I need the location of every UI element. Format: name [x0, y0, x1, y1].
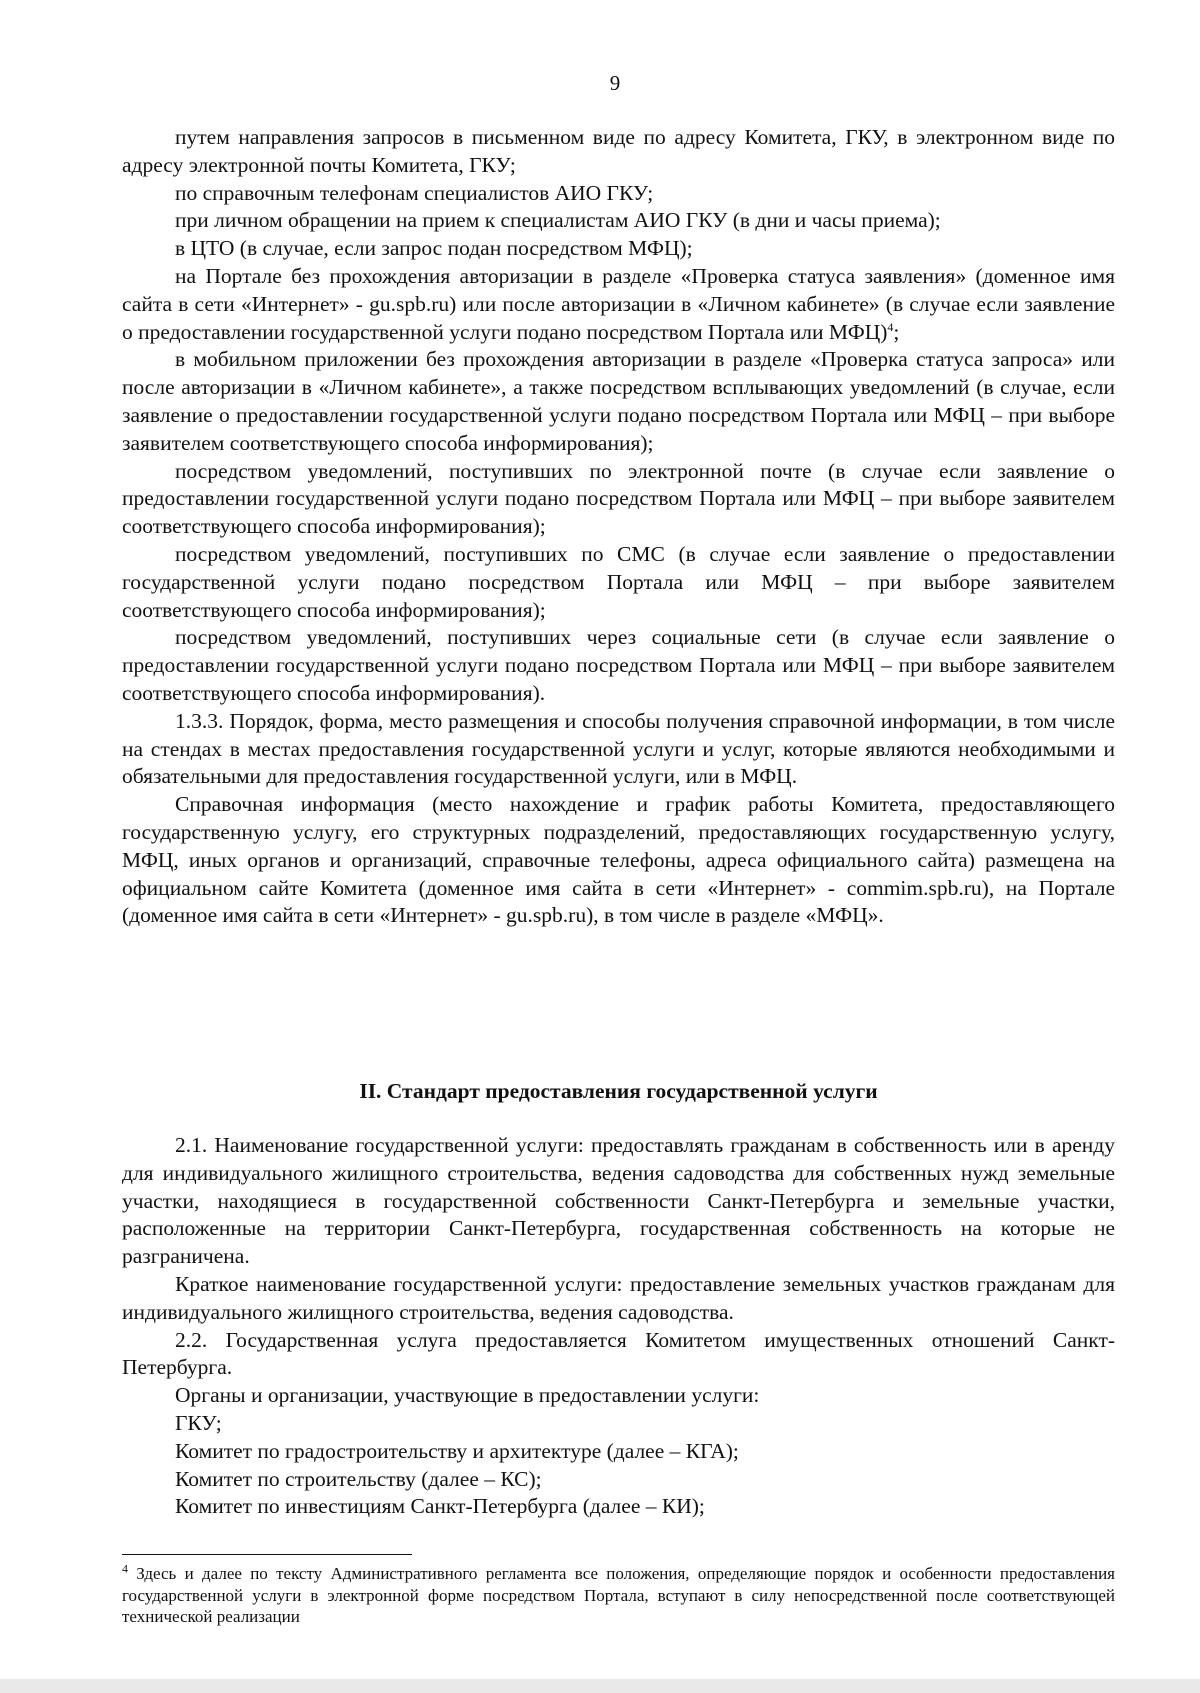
paragraph: в ЦТО (в случае, если запрос подан посредством МФЦ);: [175, 236, 693, 261]
paragraph: посредством уведомлений, поступивших через социальные сети (в случае если заявление о предоставлении государственной услуги подано посредством Портала или МФЦ – при выборе заявителем соответствующего способа информирования).: [122, 625, 1115, 705]
paragraph: по справочным телефонам специалистов АИО ГКУ;: [175, 180, 654, 205]
paragraph: ГКУ;: [175, 1410, 222, 1435]
paragraph: 2.1. Наименование государственной услуги: предоставлять гражданам в собственность или в аренду для индивидуального жилищного строительства, ведения садоводства для собственных нужд земельные участки, находящиеся в государственной собственности Санкт-Петербурга и земельные участки, расположенные на территории Санкт-Петербурга, государственная собственность на которые не разграничена.: [122, 1133, 1115, 1269]
footnote: [122, 1563, 1115, 1628]
footnote-divider: [122, 1554, 412, 1555]
paragraph: путем направления запросов в письменном виде по адресу Комитета, ГКУ, в электронном виде по адресу электронной почты Комитета, ГКУ;: [122, 125, 1115, 177]
paragraph: 1.3.3. Порядок, форма, место размещения и способы получения справочной информации, в том числе на стендах в местах предоставления государственной услуги и услуг, которые являются необходимыми и обязательными для предоставления государственной услуги, или в МФЦ.: [122, 708, 1115, 789]
paragraph: Комитет по инвестициям Санкт-Петербурга (далее – КИ);: [175, 1494, 705, 1519]
paragraph: Комитет по градостроительству и архитектуре (далее – КГА);: [175, 1438, 739, 1463]
section-heading: II. Стандарт предоставления государственной услуги: [359, 1079, 878, 1103]
paragraph: [122, 263, 1115, 346]
paragraph: Краткое наименование государственной услуги: предоставление земельных участков гражданам для индивидуального жилищного строительства, ведения садоводства.: [122, 1271, 1115, 1324]
paragraph-end-punctuation: ;: [893, 319, 900, 344]
paragraph: Справочная информация (место нахождение и график работы Комитета, предоставляющего государственную услугу, его структурных подразделений, предоставляющих государственную услугу, МФЦ, иных органов и организаций, справочные телефоны, адреса официального сайта) размещена на официальном сайте Комитета (доменное имя сайта в сети «Интернет» - commim.spb.ru), на Портале (доменное имя сайта в сети «Интернет» - gu.spb.ru), в том числе в разделе «МФЦ».: [122, 792, 1115, 928]
paragraph-text: на Портале без прохождения авторизации в разделе «Проверка статуса заявления» (доменное имя сайта в сети «Интернет» - gu.spb.ru) или после авторизации в «Личном кабинете» (в случае если заявление о предоставлении государственной услуги подано посредством Портала или МФЦ): [122, 263, 1115, 344]
body-text-section-1: [122, 124, 1115, 930]
paragraph: посредством уведомлений, поступивших по электронной почте (в случае если заявление о предоставлении государственной услуги подано посредством Портала или МФЦ – при выборе заявителем соответствующего способа информирования);: [122, 458, 1115, 539]
paragraph: Органы и организации, участвующие в предоставлении услуги:: [175, 1383, 760, 1408]
footnote-text: Здесь и далее по тексту Административного регламента все положения, определяющие порядок и особенности предоставления государственной услуги в электронной форме посредством Портала, вступают в силу непосредственной после соответствующей технической реализации: [122, 1564, 1115, 1626]
paragraph: Комитет по строительству (далее – КС);: [175, 1466, 542, 1491]
body-text-section-2: [122, 1132, 1115, 1521]
paragraph: посредством уведомлений, поступивших по СМС (в случае если заявление о предоставлении государственной услуги подано посредством Портала или МФЦ – при выборе заявителем соответствующего способа информирования);: [122, 541, 1115, 622]
paragraph: в мобильном приложении без прохождения авторизации в разделе «Проверка статуса запроса» или после авторизации в «Личном кабинете», а также посредством всплывающих уведомлений (в случае, если заявление о предоставлении государственной услуги подано посредством Портала или МФЦ – при выборе заявителем соответствующего способа информирования);: [122, 347, 1115, 455]
paragraph: при личном обращении на прием к специалистам АИО ГКУ (в дни и часы приема);: [175, 208, 941, 233]
scan-edge: [0, 1679, 1200, 1693]
footnote-reference: 4: [887, 319, 894, 334]
page-number: 9: [609, 71, 621, 95]
footnote-marker: 4: [122, 1561, 128, 1576]
paragraph: 2.2. Государственная услуга предоставляется Комитетом имущественных отношений Санкт-Петербурга.: [122, 1327, 1115, 1380]
